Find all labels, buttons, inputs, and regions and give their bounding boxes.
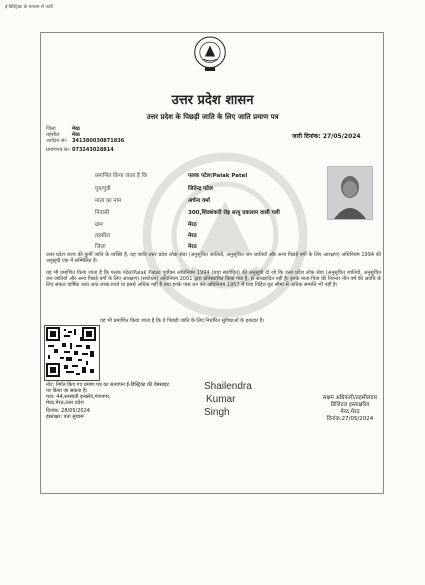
- field-label: तहसील: [95, 233, 110, 239]
- address-line-1: पता: 44,सरस्वती इन्क्लेव,गंगानगर,: [46, 394, 111, 400]
- field-label: ग्राम: [95, 222, 103, 228]
- field-resident: [95, 208, 315, 216]
- applicant-photo: [327, 166, 373, 220]
- officer-designation: सक्षम अधिकारी/तहसीलदार: [322, 395, 378, 401]
- application-no-value: 341380030871836: [72, 138, 125, 144]
- signature-line-1: Shailendra: [204, 381, 252, 392]
- field-value: 300,शिवशंकरी रोड़ सत्यु प्रकाशम वाली गली: [188, 210, 280, 216]
- left-sign-block: [46, 382, 196, 420]
- application-no-label: आवेदन सं०: [46, 138, 67, 144]
- field-value: जितेन्द्र पटेल: [188, 186, 213, 192]
- certificate-no-label: प्रमाणपत्र सं०: [46, 147, 70, 153]
- field-label: जिला: [95, 244, 106, 250]
- field-label: प्रमाणित किया जाता है कि: [95, 173, 148, 179]
- certificate-title: उत्तर प्रदेश के पिछड़ी जाति के लिए जाति प्रमाण पत्र: [146, 113, 279, 121]
- tehsil-value: मेरठ: [72, 132, 80, 138]
- field-label: माता का नाम: [95, 198, 122, 204]
- field-value: मेरठ: [188, 233, 197, 239]
- field-district: [95, 242, 315, 250]
- right-sign-block: [295, 395, 405, 423]
- paragraph-caste: उत्तर प्रदेश राज्य की कुर्मी जाति के व्यक्ति हैं, यह जाति उत्तर प्रदेश लोक सेवा (अनुसूचित जातियों, अनुसूचित जन जातियों और अन्य पिछड़े वर्गों के लिए आरक्षण) अधिनियम 1994 की अनुसूची एक में सम्मिलित है।: [46, 252, 381, 264]
- left-date: दिनांक: 28/05/2024: [46, 408, 90, 414]
- digitally-signed-label: डिजिटल हस्ताक्षरित: [330, 402, 370, 408]
- field-label: पुत्र/पुत्री: [95, 186, 111, 192]
- note-line-2: पर किया जा सकता है।: [46, 388, 88, 394]
- officer-date: दिनांक:27/05/2024: [326, 416, 374, 422]
- field-child-of: [95, 184, 315, 192]
- digital-signature: [204, 380, 252, 419]
- issue-date: जारी दिनांक: 27/05/2024: [292, 133, 361, 140]
- left-place: हस्ताक्षर: पता सुचारू: [46, 414, 84, 420]
- field-tehsil: [95, 231, 315, 239]
- left-info: [46, 126, 124, 153]
- signature-line-3: Singh: [204, 407, 230, 418]
- state-title: उत्तर प्रदेश शासन: [171, 93, 254, 108]
- note-line-1: नोट: निर्गत किए गए प्रमाण पत्र का सत्यापन ई-डिस्ट्रिक्ट की वेबसाइट: [46, 382, 170, 388]
- signature-line-2: Kumar: [206, 394, 236, 405]
- field-mother: [95, 196, 315, 204]
- top-note: ई-डिस्ट्रिक्ट के माध्यम से जारी: [5, 5, 53, 10]
- paragraph-certification: यह भी प्रमाणित किया जाता है कि पलक पटेल/Palak Patel पूर्वोक्त अधिनियम 1994 (यथा संशोधित) की अनुसूची दो जो कि उत्तर प्रदेश लोक सेवा (अनुसूचित जातियों, अनुसूचित जन जातियों और अन्य पिछड़े वर्गों के लिए आरक्षण) (संशोधन) अधिनियम 2001 द्वारा प्रतिस्थापित किया गया है, से आच्छादित नहीं है। इनके माता-पिता की निरन्तर तीन वर्ष की अवधि के लिए सकल वार्षिक आय आठ लाख रुपये या इससे अधिक नहीं है तथा इनके पास धन कर अधिनियम 1957 में यथा विहित छूट सीमा से अधिक सम्पत्ति भी नहीं है।: [46, 270, 381, 288]
- district-value: मेरठ: [72, 126, 80, 132]
- field-certified: [95, 171, 315, 179]
- field-value: अर्चना वर्मा: [188, 198, 210, 204]
- field-value: मेरठ: [188, 222, 197, 228]
- paragraph-eligibility: यह भी प्रमाणित किया जाता है कि वे पिछड़ी जाति के लिए निर्धारित सुविधाओं के हकदार हैं।: [100, 318, 265, 324]
- tehsil-label: तहसील: [46, 132, 60, 138]
- field-value: पलक पटेल/Palak Patel: [188, 173, 248, 179]
- qr-code-icon: [46, 327, 96, 377]
- field-value: मेरठ: [188, 244, 197, 250]
- district-label: जिला: [46, 126, 56, 132]
- field-label: निवासी: [95, 210, 110, 216]
- field-village: [95, 220, 315, 228]
- person-photo-icon: [328, 167, 372, 219]
- certificate-no-value: 073243028814: [72, 147, 114, 153]
- address-line-2: मेरठ,मेरठ,उत्तर प्रदेश: [46, 400, 84, 406]
- officer-place: मेरठ,मेरठ: [340, 409, 360, 415]
- up-emblem-icon: [193, 35, 227, 73]
